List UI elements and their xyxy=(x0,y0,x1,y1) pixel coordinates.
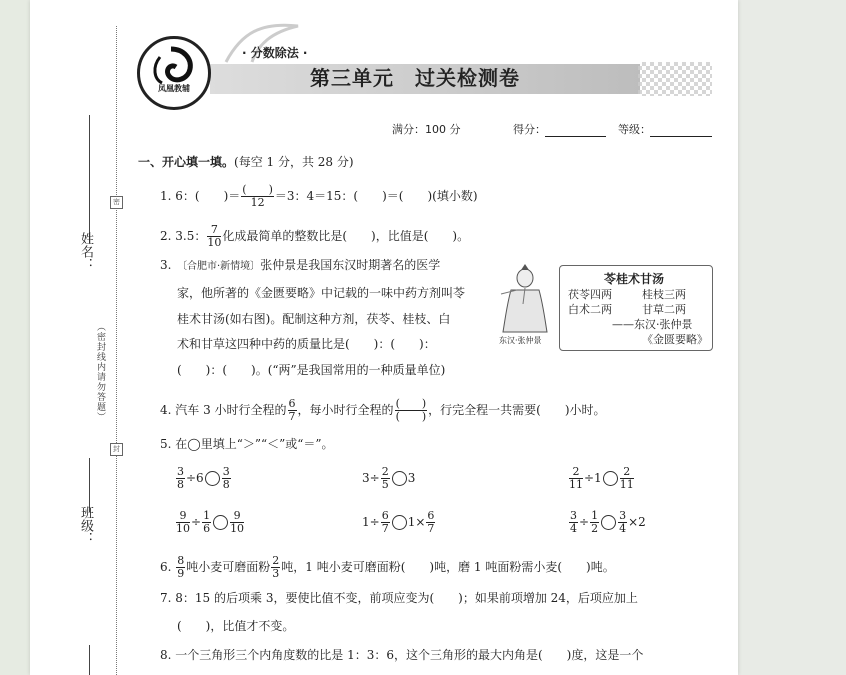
q2-number: 2. xyxy=(160,229,172,243)
q4-frac-num: 6 xyxy=(288,397,296,410)
section-heading xyxy=(138,154,354,170)
seal-mark-bottom: 封 xyxy=(110,443,123,456)
q2-fraction xyxy=(207,224,221,249)
q1-text-a: 6：( )＝ xyxy=(175,189,241,203)
q5-item-3 xyxy=(568,466,635,491)
name-line xyxy=(89,115,90,243)
prescription-box xyxy=(559,265,713,351)
q5-r2c-n1: 3 xyxy=(570,509,577,522)
q1-frac-num: ( ) xyxy=(242,183,273,196)
compare-circle[interactable] xyxy=(392,471,407,486)
prescription-book: 《金匮要略》 xyxy=(642,333,708,346)
seal-dotted-line xyxy=(116,26,117,675)
q1-number: 1. xyxy=(160,189,172,203)
q5-r2c-op: ÷ xyxy=(579,515,590,529)
q5-r2c-d3: 4 xyxy=(619,522,627,535)
q1-text-b: ＝3：4＝15：( )＝( )(填小数) xyxy=(274,189,478,203)
question-7 xyxy=(160,590,638,606)
q5-r2b-d1: 7 xyxy=(381,522,389,535)
prescription-item-fuling: 茯苓四两 xyxy=(568,288,612,301)
q5-item-6 xyxy=(568,510,646,535)
q3-line2: 家，他所著的《金匮要略》中记载的一味中药方剂叫苓 xyxy=(177,286,466,300)
q7-line2: ( )，比值才不变。 xyxy=(177,619,295,633)
question-4 xyxy=(160,398,606,423)
q5-item-2 xyxy=(362,466,415,491)
q5-r1a-n2: 3 xyxy=(222,465,230,478)
unit-subtitle: · 分数除法 · xyxy=(242,46,308,60)
q5-r1a-d2: 8 xyxy=(222,478,230,491)
q1-fraction xyxy=(241,184,274,209)
q5-r1b-d1: 5 xyxy=(381,478,389,491)
compare-circle[interactable] xyxy=(601,515,616,530)
q7-number: 7. xyxy=(160,591,172,605)
q6-number: 6. xyxy=(160,560,172,574)
q3-number: 3. xyxy=(160,258,172,272)
q5-r1c-n2: 2 xyxy=(620,466,634,479)
q5-item-1 xyxy=(175,466,232,491)
q4-number: 4. xyxy=(160,403,172,417)
q5-r2c-tail: ×2 xyxy=(628,515,646,529)
desk-background-right xyxy=(736,0,846,675)
q5-r2a-n1: 9 xyxy=(176,510,190,523)
q6-frac2-den: 3 xyxy=(272,567,280,580)
logo-text: 凤凰教辅 xyxy=(158,83,190,93)
question-2 xyxy=(160,224,469,249)
q2-frac-num: 7 xyxy=(207,224,221,237)
page-title: 第三单元 过关检测卷 xyxy=(310,66,520,90)
seal-notice: （密封线内请勿答题） xyxy=(95,322,105,422)
q5-r2a-d3: 10 xyxy=(230,522,245,535)
q5-r2b-d2: 7 xyxy=(427,522,435,535)
q4-text-a: 汽车 3 小时行全程的 xyxy=(175,403,287,417)
q4-text-b: ，每小时行全程的 xyxy=(297,403,394,417)
class-label: 班级： xyxy=(78,506,93,545)
prescription-item-baizhu: 白术二两 xyxy=(568,303,612,316)
q5-r1c-mid: ÷1 xyxy=(584,471,602,485)
figure-caption: 东汉·张仲景 xyxy=(499,336,542,345)
full-score: 满分：100 分 xyxy=(392,123,461,136)
grade-label: 等级： xyxy=(618,123,651,136)
q3-line1 xyxy=(177,257,440,275)
q5-r1b-lead: 3÷ xyxy=(362,471,380,485)
banner-checker-pattern xyxy=(638,62,712,96)
question-5 xyxy=(160,436,334,452)
q3-line1-text: 张仲景是我国东汉时期著名的医学 xyxy=(260,258,441,272)
compare-circle[interactable] xyxy=(603,471,618,486)
compare-circle[interactable] xyxy=(213,515,228,530)
scholar-figure-icon xyxy=(497,264,555,334)
q5-r2a-d2: 6 xyxy=(203,522,211,535)
q6-fraction-1 xyxy=(176,555,185,580)
q5-r1a-n1: 3 xyxy=(177,465,184,478)
q5-r2a-n2: 1 xyxy=(203,509,211,522)
q5-r2b-n2: 6 xyxy=(427,509,435,522)
compare-circle[interactable] xyxy=(205,471,220,486)
grade-field[interactable] xyxy=(650,136,712,137)
q4-fraction xyxy=(288,398,297,423)
class-line xyxy=(89,458,90,512)
q5-r2c-d1: 4 xyxy=(570,522,577,535)
q5-r2c-n3: 3 xyxy=(619,509,627,522)
compare-circle[interactable] xyxy=(392,515,407,530)
q3-line5: ( )：( )。(“两”是我国常用的一种质量单位) xyxy=(177,363,446,377)
q5-r2a-op: ÷ xyxy=(191,515,202,529)
q5-r2c-n2: 1 xyxy=(591,509,599,522)
q1-frac-den: 12 xyxy=(250,196,265,209)
q5-item-5 xyxy=(362,510,436,535)
q2-frac-den: 10 xyxy=(207,236,222,249)
q5-r2b-lead: 1÷ xyxy=(362,515,380,529)
q5-r1c-n1: 2 xyxy=(569,466,583,479)
q7-line1: 8：15 的后项乘 3，要使比值不变，前项应变为( )；如果前项增加 24，后项应加上 xyxy=(175,591,638,605)
prescription-title: 苓桂术甘汤 xyxy=(604,272,665,286)
q4-frac-den: 7 xyxy=(288,410,296,423)
bottom-line xyxy=(89,645,90,675)
zhang-zhongjing-figure xyxy=(497,264,555,346)
prescription-author: ——东汉·张仲景 xyxy=(612,318,693,331)
q6-fraction-2 xyxy=(271,555,280,580)
q5-r1b-tail: 3 xyxy=(407,471,416,485)
section-note: (每空 1 分，共 28 分) xyxy=(234,155,354,169)
q4-text-c: ，行完全程一共需要( )小时。 xyxy=(428,403,606,417)
q6-frac1-num: 8 xyxy=(177,554,185,567)
prescription-item-guizhi: 桂枝三两 xyxy=(642,288,686,301)
publisher-logo xyxy=(137,36,211,110)
q6-frac1-den: 9 xyxy=(177,567,185,580)
desk-background-left xyxy=(0,0,30,675)
q8-line1: 一个三角形三个内角度数的比是 1：3：6，这个三角形的最大内角是( )度，这是一个 xyxy=(175,648,644,662)
q3-line3: 桂术甘汤(如右图)。配制这种方剂，茯苓、桂枝、白 xyxy=(177,312,451,326)
q5-r1c-d2: 11 xyxy=(619,478,634,491)
q5-r2b-mid: 1× xyxy=(407,515,426,529)
q2-text: 化成最简单的整数比是( )，比值是( )。 xyxy=(222,229,470,243)
q5-r1b-n1: 2 xyxy=(381,465,389,478)
q5-r2a-d1: 10 xyxy=(176,522,190,535)
section-title: 一、开心填一填。 xyxy=(138,155,235,169)
q5-r2a-n3: 9 xyxy=(230,510,244,523)
name-label: 姓名： xyxy=(78,232,93,271)
q6-text-b: 吨，1 吨小麦可磨面粉( )吨，磨 1 吨面粉需小麦( )吨。 xyxy=(281,560,615,574)
q5-r1c-d1: 11 xyxy=(569,478,583,491)
question-6 xyxy=(160,555,615,580)
q5-r1a-mid: ÷6 xyxy=(186,471,204,485)
q5-number: 5. xyxy=(160,437,172,451)
question-1 xyxy=(160,184,478,209)
q6-frac2-num: 2 xyxy=(272,554,280,567)
q3-line4: 术和甘草这四种中药的质量比是( )：( )： xyxy=(177,337,436,351)
q5-item-4 xyxy=(175,510,245,535)
question-8 xyxy=(160,647,643,663)
q5-r2b-n1: 6 xyxy=(381,509,389,522)
q4-blank-fraction[interactable]: $\frac{( )}{( )}$ xyxy=(395,397,427,423)
q3-source: 〔合肥市·新情境〕 xyxy=(177,261,261,272)
q5-r1a-d1: 8 xyxy=(177,478,184,491)
q8-number: 8. xyxy=(160,648,172,662)
q2-lead: 3.5： xyxy=(175,229,207,243)
score-label: 得分： xyxy=(513,123,546,136)
q5-text: 在◯里填上“＞”“＜”或“＝”。 xyxy=(175,437,334,451)
q5-r2c-d2: 2 xyxy=(591,522,599,535)
q6-text-a: 吨小麦可磨面粉 xyxy=(186,560,271,574)
seal-mark-top: 密 xyxy=(110,196,123,209)
prescription-item-gancao: 甘草二两 xyxy=(642,303,686,316)
score-field[interactable] xyxy=(545,136,606,137)
